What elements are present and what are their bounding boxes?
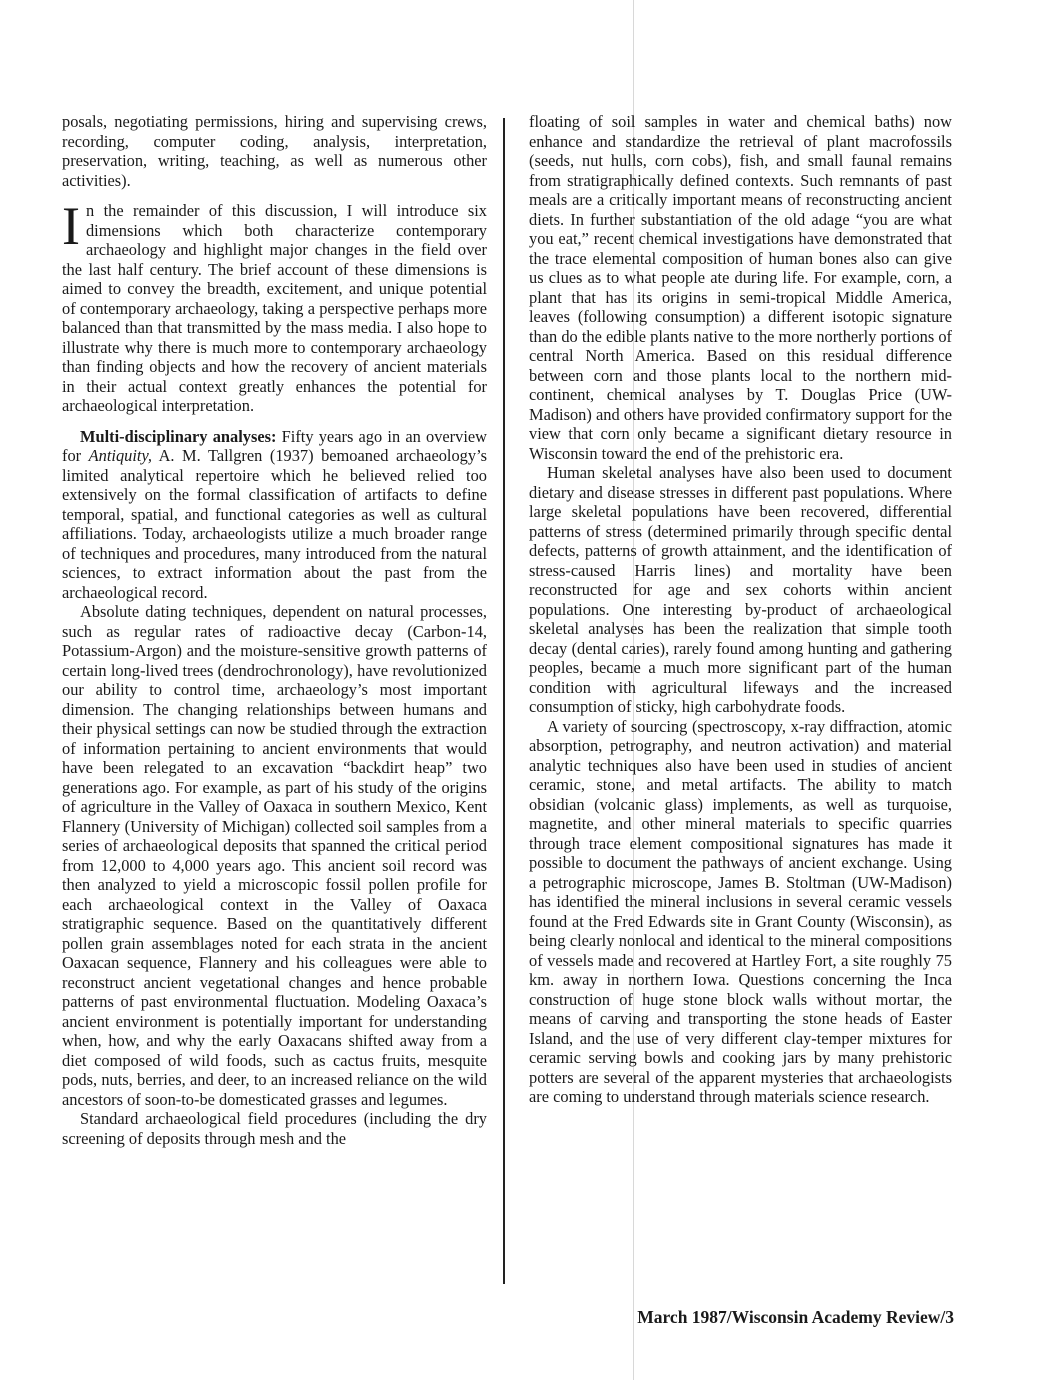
page-footer: March 1987/Wisconsin Academy Review/3 [637,1307,954,1327]
paragraph: floating of soil samples in water and chemical baths) now enhance and standardize the retrieval of plant macrofossils (seeds, nut hulls, corn cobs), fish, and small faunal remains from stratigraphically defined contexts. Such remnants of past meals are a critically important means of reconstructing ancient diets. In further substantiation of the old adage “you are what you eat,” recent chemical investigations have demonstrated that the trace elemental composition of human bones also can give us clues as to what people ate during life. For example, corn, a plant that has its origins in semi-tropical Middle America, leaves (following consumption) a different isotopic signature than do the edible plants native to the more northerly portions of central North America. Based on this residual difference between corn and those plants local to the northern mid-continent, chemical analyses by T. Douglas Price (UW-Madison) and others have provided confirmatory support for the view that corn only became a significant dietary resource in Wisconsin toward the end of the prehistoric era. [529,112,952,463]
paragraph-text: n the remainder of this discussion, I will introduce six dimensions which both characterize contemporary archaeology and highlight major changes in the field over the last half century. The brief account of these dimensions is aimed to convey the breadth, excitement, and unique potential of contemporary archaeology, taking a perspective perhaps more balanced than that transmitted by the mass media. I also hope to illustrate why there is much more to contemporary archaeology than finding objects and how the recovery of ancient materials in their actual context greatly enhances the potential for archaeological interpretation. [62,201,487,415]
right-column [529,112,952,1107]
paragraph-multidisciplinary: Multi-disciplinary analyses: Fifty years ago in an overview for Antiquity, A. M. Tallgren (1937) bemoaned archaeology’s limited analytical repertoire which he believed relied too extensively on the formal classification of artifacts to define temporal, spatial, and functional categories as well as cultural affiliations. Today, archaeologists utilize a much broader range of techniques and procedures, many introduced from the natural sciences, to extract information about the past from the archaeological record. [62,426,487,602]
journal-title: Antiquity, [88,446,152,465]
paragraph: A variety of sourcing (spectroscopy, x-ray diffraction, atomic absorption, petrography, and neutron activation) and material analytic techniques also have been used in studies of ancient ceramic, stone, and metal artifacts. The ability to match obsidian (volcanic glass) implements, as well as turquoise, magnetite, and other mineral materials to specific quarries through trace element compositional signatures has made it possible to document the pathways of ancient exchange. Using a petrographic microscope, James B. Stoltman (UW-Madison) has identified the mineral inclusions in several ceramic vessels found at the Fred Edwards site in Grant County (Wisconsin), as being clearly nonlocal and identical to the mineral compositions of vessels made and recovered at Hartley Fort, a site roughly 75 km. away in northern Iowa. Questions concerning the Inca construction of huge stone block walls without mortar, the means of carving and transporting the stone heads of Easter Island, and the use of very different clay-temper mixtures for ceramic serving bowls and cooking jars by many prehistoric potters are several of the apparent mysteries that archaeologists are coming to understand through materials science research. [529,716,952,1106]
drop-cap: I [62,196,80,256]
paragraph: Standard archaeological field procedures (including the dry screening of deposits through mesh and the [62,1109,487,1148]
column-divider [503,118,505,1284]
left-column [62,112,487,1148]
paragraph: Absolute dating techniques, dependent on natural processes, such as regular rates of radioactive decay (Carbon-14, Potassium-Argon) and the moisture-sensitive growth patterns of certain long-lived trees (dendrochronology), have revolutionized our ability to control time, archaeology’s most important dimension. The changing relationships between humans and their physical settings can now be studied through the extraction of information pertaining to ancient environments that would have been relegated to an excavation “backdirt heap” two generations ago. For example, as part of his study of the origins of agriculture in the Valley of Oaxaca in southern Mexico, Kent Flannery (University of Michigan) collected soil samples from a series of archaeological deposits that spanned the critical period from 12,000 to 4,000 years ago. This ancient soil record was then analyzed to yield a microscopic fossil pollen profile for each archaeological context in the Valley of Oaxaca stratigraphic sequence. Based on the quantitatively different pollen grain assemblages noted for each strata in the ancient Oaxacan sequence, Flannery and his colleagues were able to reconstruct ancient vegetational changes and hence probable patterns of past environmental fluctuation. Modeling Oaxaca’s ancient environment is potentially important for understanding when, how, and why the early Oaxacans shifted away from a diet composed of wild foods, such as cactus fruits, mesquite pods, nuts, berries, and deer, to an increased reliance on the wild ancestors of soon-to-be domesticated grasses and legumes. [62,602,487,1109]
section-heading: Multi-disciplinary analyses: [80,426,277,446]
paragraph: Human skeletal analyses have also been used to document dietary and disease stresses in different past populations. Where large skeletal populations have been recovered, differential patterns of stress (determined primarily through specific dental defects, patterns of growth attainment, and the identification of stress-caused Harris lines) and mortality have been reconstructed for age and sex cohorts within ancient populations. One interesting by-product of archaeological skeletal analyses has been the realization that simple tooth decay (dental caries), rarely found among hunting and gathering peoples, became a much more significant part of the human condition with agricultural lifeways and the increased consumption of sticky, high carbohydrate foods. [529,463,952,716]
paragraph-intro [62,196,487,416]
paragraph: posals, negotiating permissions, hiring and supervising crews, recording, computer coding, analysis, interpretation, preservation, writing, teaching, as well as numerous other activities). [62,112,487,190]
